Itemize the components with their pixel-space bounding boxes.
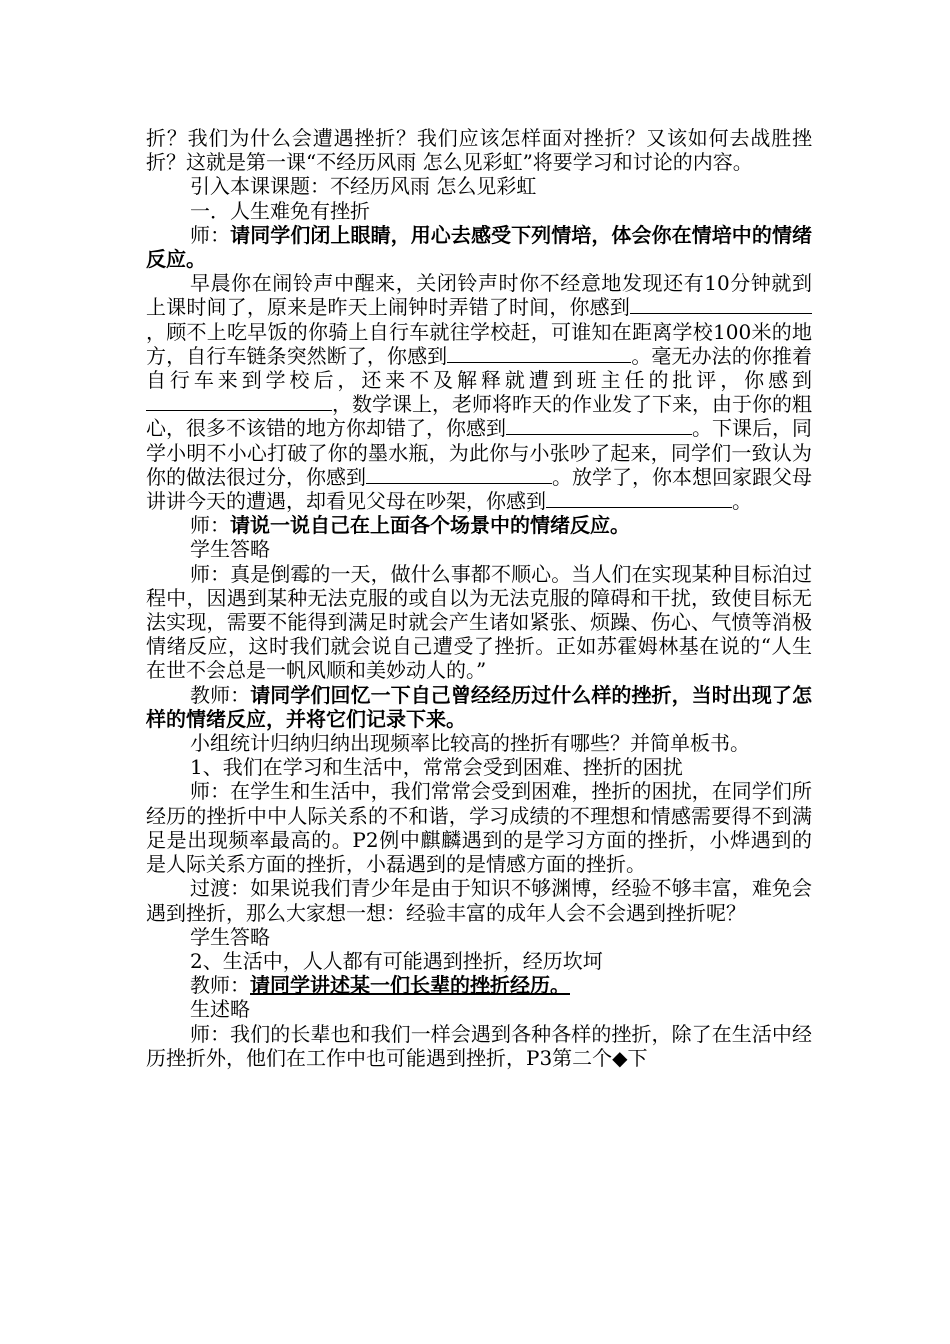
paragraph-teacher-explanation-2 [146, 779, 812, 876]
text: 师：在学生和生活中，我们常常会受到困难，挫折的困扰，在同学们所经历的挫折中中人际关系的不和谐，学习成绩的不理想和情感需要得不到满足是出现频率最高的。P2例中麒麟遇到的是学习方面的挫折，小烨遇到的是人际关系方面的挫折，小磊遇到的是情感方面的挫折。 [146, 779, 812, 877]
bold-instruction: 请说一说自己在上面各个场景中的情绪反应。 [230, 513, 630, 538]
paragraph-scenario [146, 271, 812, 513]
fill-blank [630, 295, 694, 314]
paragraph-teacher-instruction-1 [146, 223, 812, 271]
paragraph-teacher-instruction-2 [146, 513, 812, 537]
text: ，数学课上，老师将昨天的作业发了下来，由于你的粗心，很多不该错的地方你却错了，你感到 [146, 392, 812, 441]
text: 。放学了，你本想回家跟父母讲讲今天的遭遇，却看见父母在吵架，你感到 [146, 464, 812, 514]
text: 一．人生难免有挫折 [190, 198, 370, 223]
text: 师：真是倒霉的一天，做什么事都不顺心。当人们在实现某种目标泊过程中，因遇到某种无法克服的或自以为无法克服的障碍和干扰，致使目标无法实现，需要不能得到满足时就会产生诸如紧张、烦躁、伤心、气愤等消极情绪反应，这时我们就会说自己遭受了挫折。正如苏霍姆林基在说的“人生在世不会总是一帆风顺和美妙动人的。” [146, 561, 812, 683]
text: 小组统计归纳归纳出现频率比较高的挫折有哪些？并简单板书。 [190, 731, 750, 756]
paragraph-student-narration [146, 997, 812, 1021]
fill-blank [506, 416, 692, 435]
speaker-label: 教师： [190, 973, 250, 998]
fill-blank [366, 465, 552, 484]
text: 师：我们的长辈也和我们一样会遇到各种各样的挫折，除了在生活中经历挫折外，他们在工作中也可能遇到挫折，P3第二个◆下 [146, 1021, 812, 1070]
fill-blank [694, 295, 812, 314]
text: 。 [732, 489, 752, 514]
bold-underlined-instruction: 请同学讲述某一们长辈的挫折经历。 [250, 973, 570, 998]
paragraph-student-answer-1 [146, 537, 812, 561]
fill-blank [447, 344, 577, 363]
paragraph-teacher-explanation-1 [146, 562, 812, 683]
section-point-1 [146, 755, 812, 779]
speaker-label: 师： [190, 222, 231, 247]
text: 过渡：如果说我们青少年是由于知识不够渊博，经验不够丰富，难免会遇到挫折，那么大家想一想：经验丰富的成年人会不会遇到挫折呢？ [146, 876, 812, 925]
paragraph-lesson-topic [146, 174, 812, 198]
fill-blank [146, 392, 332, 411]
paragraph-transition [146, 876, 812, 924]
text: 学生答略 [190, 537, 270, 562]
paragraph-teacher-instruction-4 [146, 973, 812, 997]
text: 2、生活中，人人都有可能遇到挫折，经历坎坷 [190, 948, 603, 973]
paragraph-teacher-explanation-3 [146, 1022, 812, 1070]
fill-blank [546, 489, 732, 508]
text: 。下课后，同学小明不小心打破了你的墨水瓶，为此你与小张吵了起来，同学们一致认为你的做法很过分，你感到 [146, 416, 812, 489]
text: 早晨你在闹铃声中醒来，关闭铃声时你不经意地发现还有10分钟就到上课时间了，原来是昨天上闹钟时弄错了时间，你感到 [146, 271, 812, 320]
paragraph-student-answer-2 [146, 925, 812, 949]
text: 学生答略 [190, 924, 270, 949]
section-point-2 [146, 949, 812, 973]
text: 生述略 [190, 997, 250, 1022]
paragraph-teacher-instruction-3 [146, 683, 812, 731]
paragraph-group-summary [146, 731, 812, 755]
text: 引入本课课题：不经历风雨 怎么见彩虹 [190, 174, 537, 199]
document-body [146, 126, 812, 1070]
speaker-label: 师： [190, 513, 230, 538]
text: ，顾不上吃早饭的你骑上自行车就往学校赶，可谁知在距离学校100米的地方，自行车链条突然断了，你感到 [146, 319, 812, 368]
bold-instruction: 请同学们回忆一下自己曾经经历过什么样的挫折，当时出现了怎样的情绪反应，并将它们记录下来。 [146, 682, 813, 731]
paragraph-intro-questions [146, 126, 812, 174]
speaker-label: 教师： [190, 682, 251, 707]
section-heading-1 [146, 199, 812, 223]
text: 。毫无办法的你推着自行车来到学校后，还来不及解释就遭到班主任的批评，你感到 [146, 343, 812, 393]
fill-blank [577, 344, 631, 363]
text: 1、我们在学习和生活中，常常会受到困难、挫折的困扰 [190, 755, 683, 780]
text: 折？我们为什么会遭遇挫折？我们应该怎样面对挫折？又该如何去战胜挫折？这就是第一课“不经历风雨 怎么见彩虹”将要学习和讨论的内容。 [146, 126, 812, 175]
bold-instruction: 请同学们闭上眼睛，用心去感受下列情培，体会你在情培中的情绪反应。 [146, 222, 813, 272]
